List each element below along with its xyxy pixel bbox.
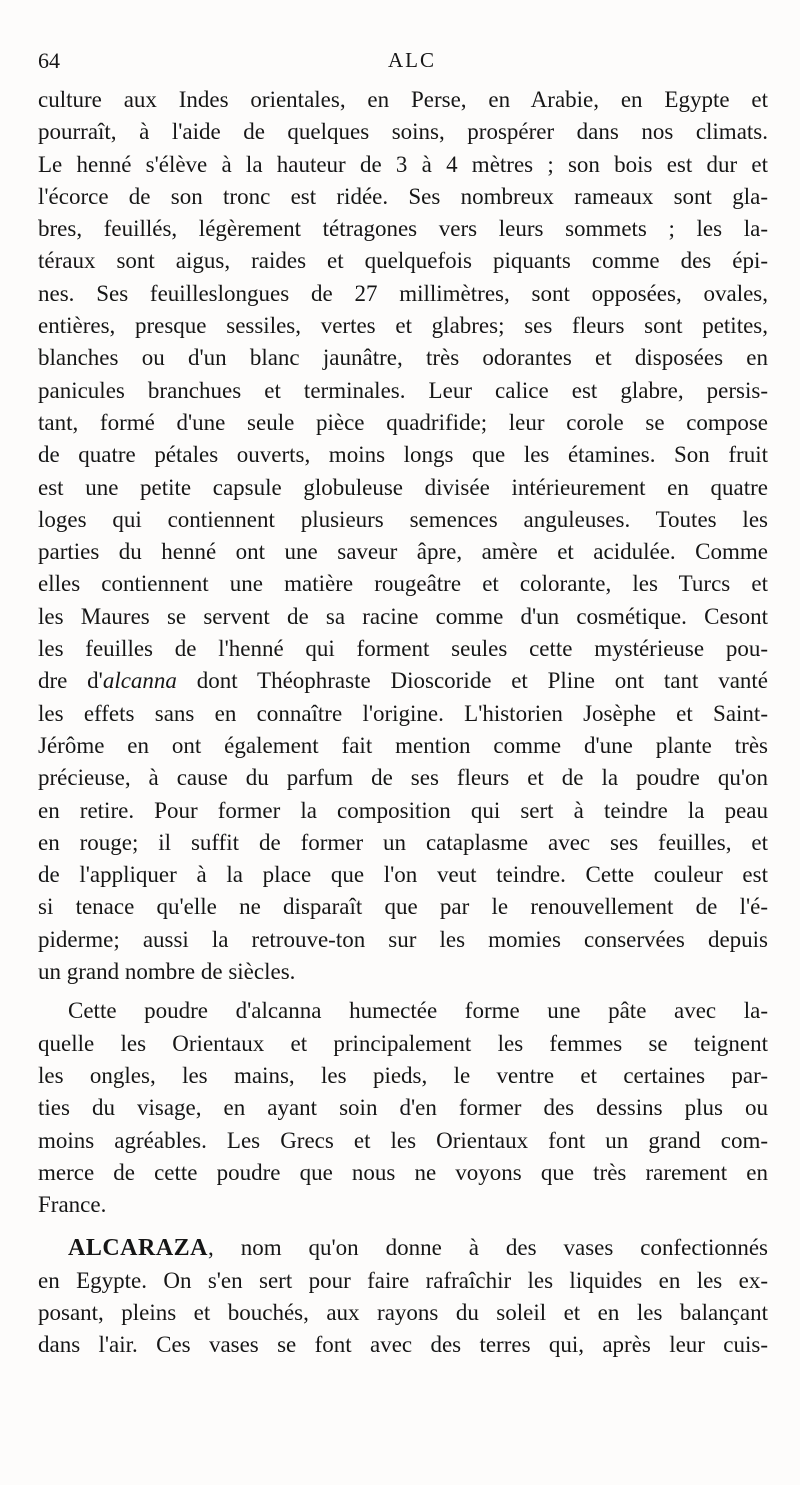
text-line: tant, formé d'une seule pièce quadrifide; leur corole se compose bbox=[38, 409, 768, 435]
paragraph-alcanna-usage bbox=[38, 995, 768, 1221]
text-line-last: un grand nombre de siècles. bbox=[38, 959, 296, 985]
text-line: les feuilles de l'henné qui forment seules cette mystérieuse pou- bbox=[38, 636, 768, 662]
italic-term-alcanna: alcanna bbox=[102, 668, 177, 694]
text-line: les effets sans en connaître l'origine. L'historien Josèphe et Saint- bbox=[38, 700, 768, 726]
text-line: dans l'air. Ces vases se font avec des terres qui, après leur cuis- bbox=[38, 1332, 768, 1358]
body-text bbox=[38, 84, 768, 1362]
text-line: loges qui contiennent plusieurs semences anguleuses. Toutes les bbox=[38, 506, 768, 532]
text-line-last: France. bbox=[38, 1192, 107, 1218]
page-header bbox=[38, 48, 768, 80]
text-line: pourraît, à l'aide de quelques soins, prospérer dans nos climats. bbox=[38, 119, 768, 145]
text-line: de quatre pétales ouverts, moins longs que les étamines. Son fruit bbox=[38, 442, 768, 468]
text-line: les ongles, les mains, les pieds, le ventre et certaines par- bbox=[38, 1062, 768, 1088]
text-line: Le henné s'élève à la hauteur de 3 à 4 mètres ; son bois est dur et bbox=[38, 151, 768, 177]
text-line: moins agréables. Les Grecs et les Orientaux font un grand com- bbox=[38, 1127, 768, 1153]
text-line: si tenace qu'elle ne disparaît que par le renouvellement de l'é- bbox=[38, 894, 768, 920]
text-line: posant, pleins et bouchés, aux rayons du soleil et en les balançant bbox=[38, 1299, 768, 1325]
text-line: en Egypte. On s'en sert pour faire rafraîchir les liquides en les ex- bbox=[38, 1267, 768, 1293]
entry-gap bbox=[38, 1221, 768, 1232]
text-line: elles contiennent une matière rougeâtre et colorante, les Turcs et bbox=[38, 571, 768, 597]
text-line-indented: Cette poudre d'alcanna humectée forme une pâte avec la- bbox=[68, 998, 768, 1024]
text-line: précieuse, à cause du parfum de ses fleurs et de la poudre qu'on bbox=[38, 765, 768, 791]
text-line: entières, presque sessiles, vertes et glabres; ses fleurs sont petites, bbox=[38, 313, 768, 339]
text-line: les Maures se servent de sa racine comme d'un cosmétique. Cesont bbox=[38, 603, 768, 629]
text-line: est une petite capsule globuleuse divisée intérieurement en quatre bbox=[38, 474, 768, 500]
text-line: Jérôme en ont également fait mention comme d'une plante très bbox=[38, 732, 768, 758]
text-fragment: dre d' bbox=[38, 668, 103, 694]
text-line: en rouge; il suffit de former un cataplasme avec ses feuilles, et bbox=[38, 829, 768, 855]
text-line: ties du visage, en ayant soin d'en former des dessins plus ou bbox=[38, 1095, 768, 1121]
text-line: parties du henné ont une saveur âpre, amère et acidulée. Comme bbox=[38, 539, 768, 565]
text-line: de l'appliquer à la place que l'on veut teindre. Cette couleur est bbox=[38, 862, 768, 888]
entry-alcaraza bbox=[38, 1232, 768, 1361]
text-line: en retire. Pour former la composition qui sert à teindre la peau bbox=[38, 797, 768, 823]
text-line: panicules branchues et terminales. Leur calice est glabre, persis- bbox=[38, 377, 768, 403]
text-line: piderme; aussi la retrouve-ton sur les momies conservées depuis bbox=[38, 926, 768, 952]
page-number: 64 bbox=[38, 48, 60, 73]
text-line: quelle les Orientaux et principalement les femmes se teignent bbox=[38, 1030, 768, 1056]
entry-headword: ALCARAZA bbox=[68, 1235, 209, 1262]
text-line: culture aux Indes orientales, en Perse, en Arabie, en Egypte et bbox=[38, 87, 768, 112]
text-line: blanches ou d'un blanc jaunâtre, très odorantes et disposées en bbox=[38, 345, 768, 371]
text-line: l'écorce de son tronc est ridée. Ses nombreux rameaux sont gla- bbox=[38, 183, 768, 209]
text-line-alcanna bbox=[38, 665, 768, 697]
entry-first-line bbox=[38, 1232, 768, 1264]
text-line: téraux sont aigus, raides et quelquefois piquants comme des épi- bbox=[38, 248, 768, 274]
paragraph-gap bbox=[38, 988, 768, 995]
paragraph-henne-description bbox=[38, 84, 768, 988]
text-line: bres, feuillés, légèrement tétragones vers leurs sommets ; les la- bbox=[38, 216, 768, 242]
text-fragment: , nom qu'on donne à des vases confectionnés bbox=[208, 1235, 768, 1261]
text-fragment: dont Théophraste Dioscoride et Pline ont tant vanté bbox=[176, 668, 768, 694]
text-line: merce de cette poudre que nous ne voyons que très rarement en bbox=[38, 1159, 768, 1185]
text-line: nes. Ses feuilleslongues de 27 millimètres, sont opposées, ovales, bbox=[38, 280, 768, 306]
running-head: ALC bbox=[388, 48, 436, 72]
